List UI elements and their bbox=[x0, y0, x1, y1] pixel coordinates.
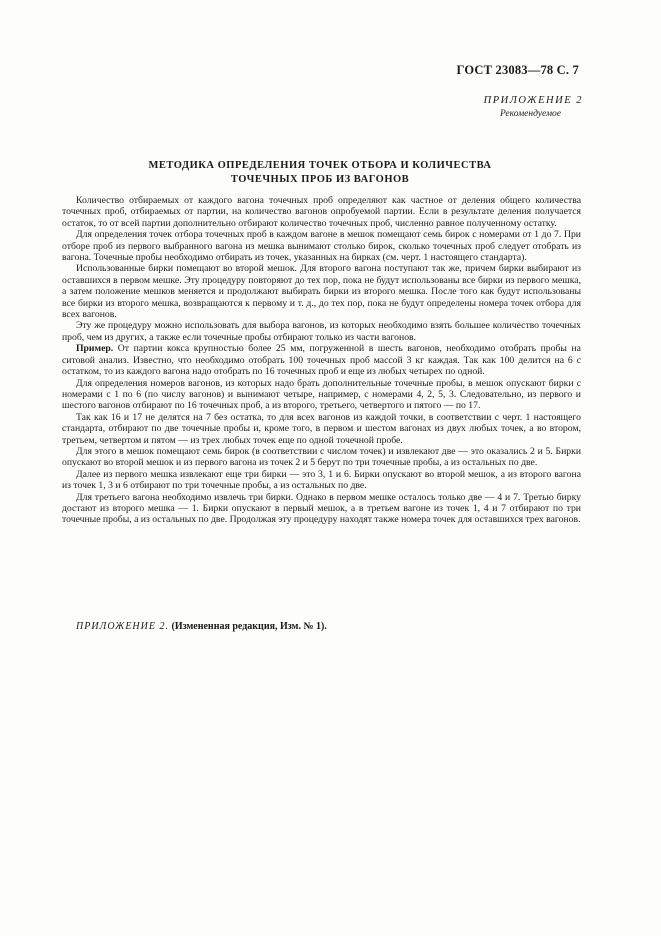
body-text bbox=[62, 195, 581, 526]
example-lead: Пример. bbox=[76, 343, 114, 355]
paragraph: Далее из первого мешка извлекают еще три бирки — это 3, 1 и 6. Бирки опускают во второй мешок, а из второго вагона из точек 1, 3 и 6 отбирают по три точечные пробы, а из остальных по две. bbox=[62, 468, 581, 492]
appendix-status: Рекомендуемое bbox=[499, 109, 561, 119]
paragraph: Эту же процедуру можно использовать для выбора вагонов, из которых необходимо взять большее количество точечных проб, чем из других, а также если точечные пробы отбирают только из части вагонов. bbox=[62, 320, 581, 343]
amendment-text: (Измененная редакция, Изм. № 1). bbox=[169, 621, 327, 632]
paragraph: Для определения номеров вагонов, из которых надо брать дополнительные точечные пробы, в мешок опускают бирки с номерами с 1 по 6 (по числу вагонов) и вынимают четыре, например, с номерами 4, 2, 5, 3. Следовательно, из первого и шестого вагонов отбирают по 16 точечных проб, а из второго, третьего, четвертого и пятого — по 17. bbox=[62, 377, 581, 412]
paragraph: Использованные бирки помещают во второй мешок. Для второго вагона поступают так же, причем бирки выбирают из оставшихся в первом мешке. Эту процедуру повторяют до тех пор, пока не будут использованы все бирки из первого мешка, а затем положение мешков меняется и продолжают выбирать бирки из второго мешка. После того как будут использованы все бирки из второго мешка, возвращаются к первому и т. д., до тех пор, пока не будут определены номера точек отбора для всех вагонов. bbox=[62, 263, 581, 321]
paragraph: Для определения точек отбора точечных проб в каждом вагоне в мешок помещают семь бирок с номерами от 1 до 7. При отборе проб из первого выбранного вагона из мешка вынимают столько бирок, сколько точечных проб следует отобрать из вагона. Точечные пробы необходимо отбирать из точек, указанных на бирках (см. черт. 1 настоящего стандарта). bbox=[62, 229, 581, 264]
section-title bbox=[60, 159, 580, 186]
title-line-2: ТОЧЕЧНЫХ ПРОБ ИЗ ВАГОНОВ bbox=[230, 173, 410, 185]
amendment-note bbox=[76, 621, 327, 632]
appendix-label: ПРИЛОЖЕНИЕ 2 bbox=[483, 95, 583, 106]
example-text: От партии кокса крупностью более 25 мм, погруженной в шесть вагонов, необходимо отобрать пробы на ситовой анализ. Известно, что необходимо отобрать 100 точечных проб массой 3 кг каждая. Так как 100 делится на 6 с остатком, то из каждого вагона надо отобрать по 16 точечных проб и еще из любых четырех по одной. bbox=[62, 343, 581, 378]
paragraph: Так как 16 и 17 не делятся на 7 без остатка, то для всех вагонов из каждой точки, в соответствии с черт. 1 настоящего стандарта, отбирают по две точечные пробы и, кроме того, в первом и шестом вагонах из двух любых точек, а во втором, третьем, четвертом и пятом — из трех любых точек еще по одной точечной пробе. bbox=[62, 411, 581, 446]
title-line-1: МЕТОДИКА ОПРЕДЕЛЕНИЯ ТОЧЕК ОТБОРА И КОЛИЧЕСТВА bbox=[148, 160, 492, 171]
paragraph: Для этого в мешок помещают семь бирок (в соответствии с числом точек) и извлекают две — это оказались 2 и 5. Бирки опускают во второй мешок и из первого вагона из точек 2 и 5 берут по три точечные пробы, а из остальных по две. bbox=[62, 445, 581, 469]
page-header: ГОСТ 23083—78 С. 7 bbox=[456, 63, 579, 77]
amendment-label: ПРИЛОЖЕНИЕ 2. bbox=[76, 621, 169, 632]
paragraph: Количество отбираемых от каждого вагона точечных проб определяют как частное от деления общего количества точечных проб, отбираемых от партии, на количество вагонов опробуемой партии. Если в результате деления получается остаток, то от всей партии дополнительно отбирают количество точечных проб, численно равное полученному остатку. bbox=[62, 195, 581, 229]
paragraph: Для третьего вагона необходимо извлечь три бирки. Однако в первом мешке осталось только две — 4 и 7. Третью бирку достают из второго мешка — 1. Бирки опускают в первый мешок, а в третьем вагоне из точек 1, 4 и 7 отбирают по три точечные пробы, а из остальных по две. Продолжая эту процедуру находят также номера точек для оставшихся трех вагонов. bbox=[62, 491, 581, 526]
example-paragraph bbox=[62, 343, 581, 377]
